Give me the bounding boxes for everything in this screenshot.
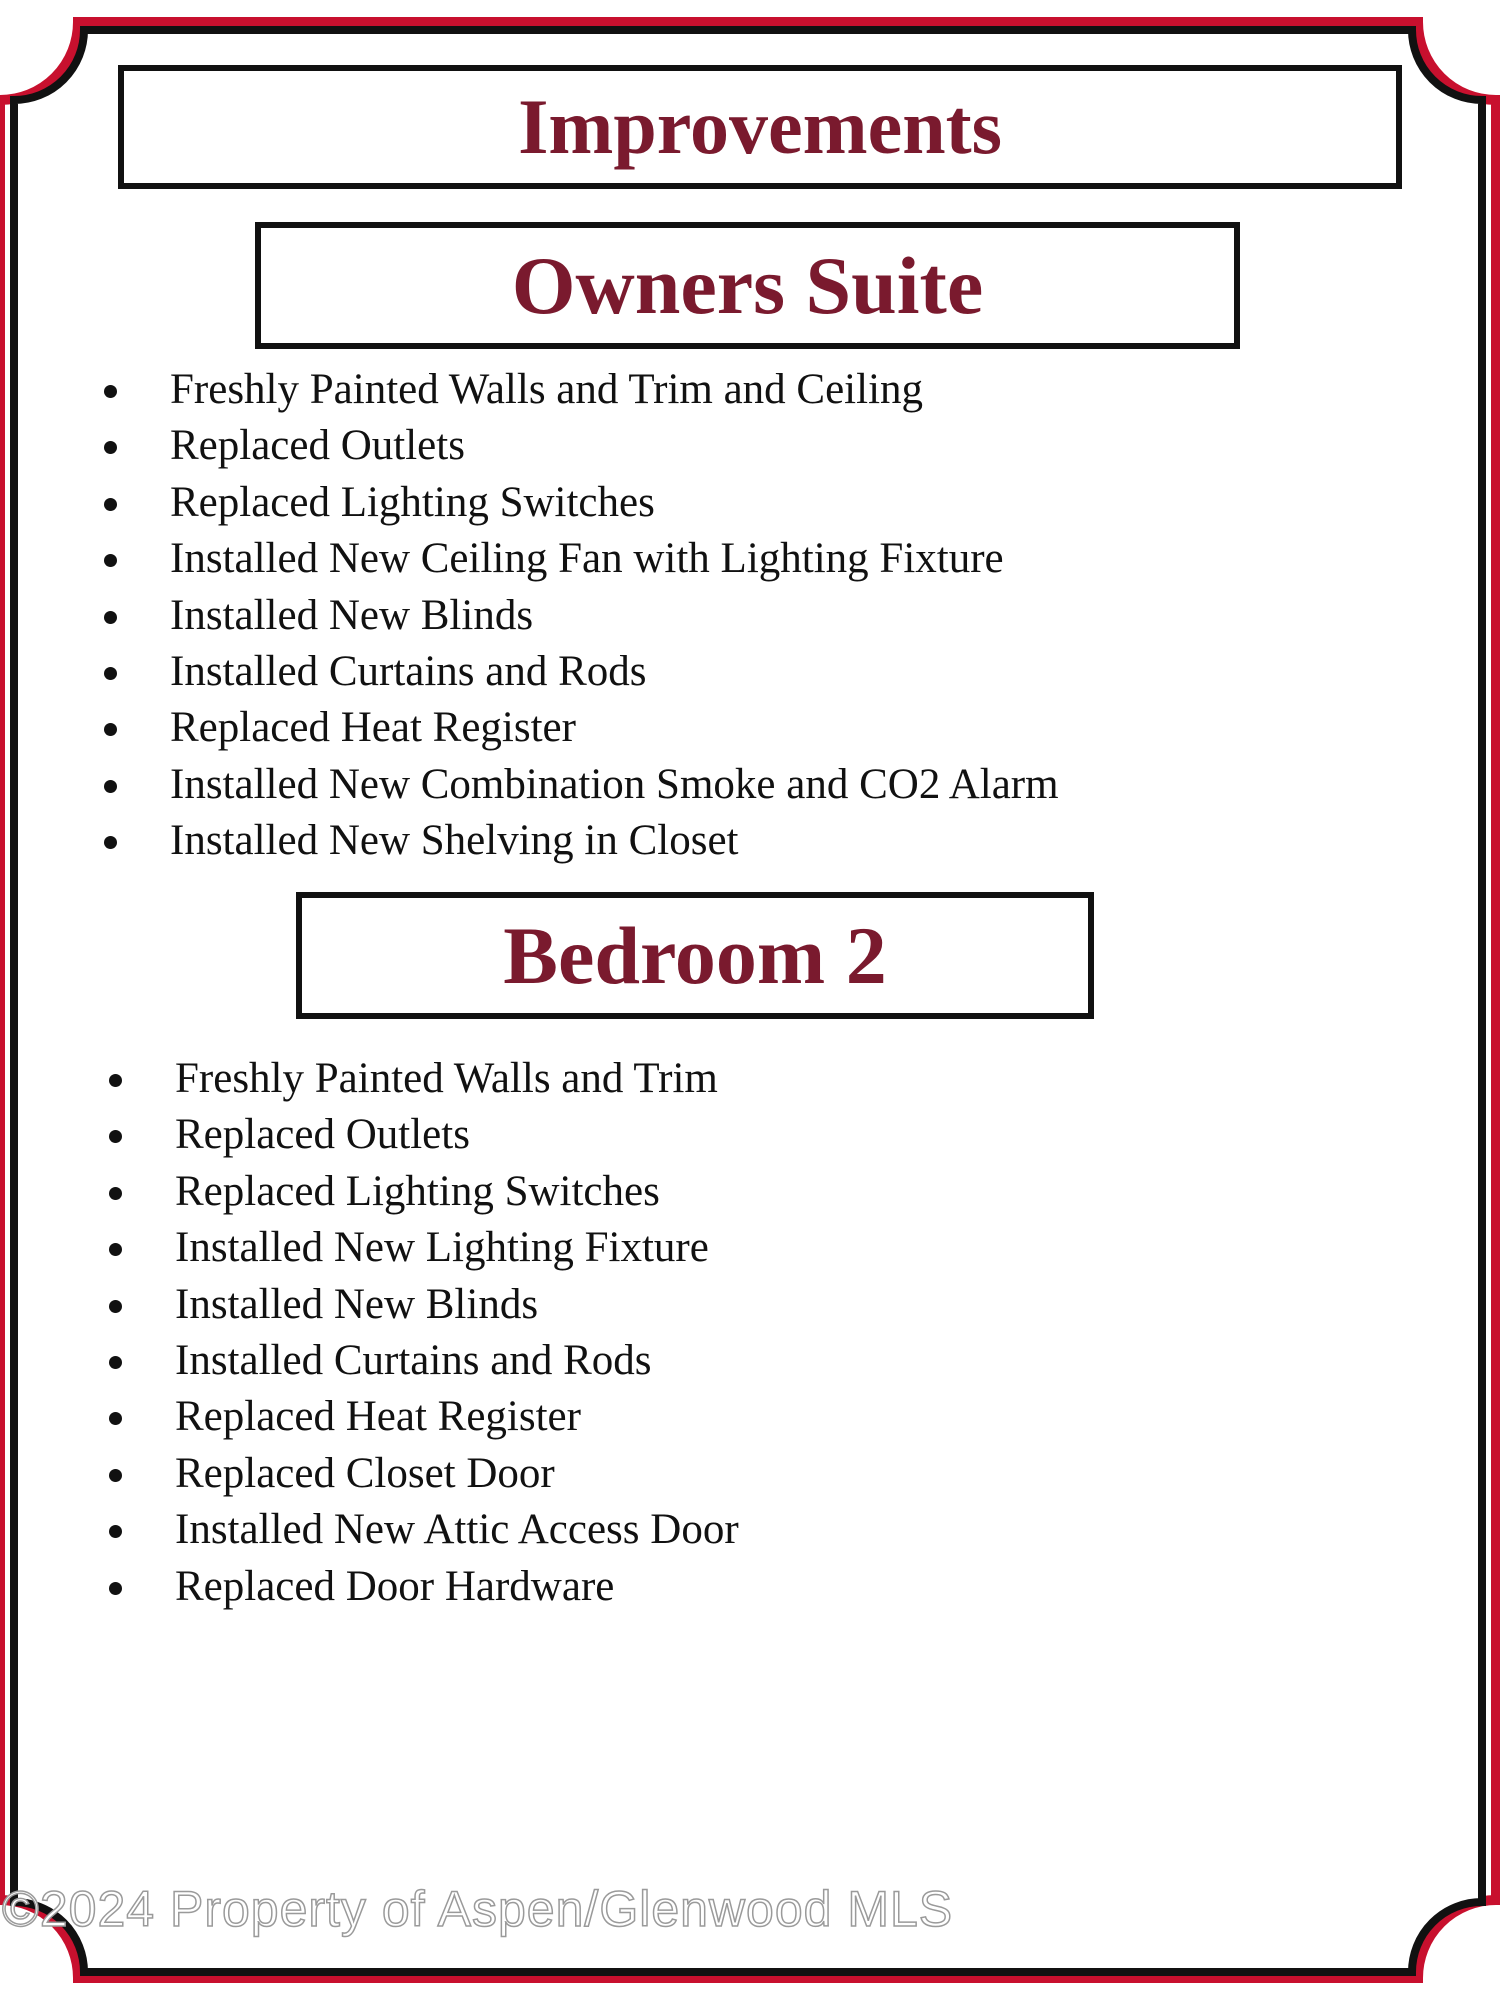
- bullet-icon: [109, 1356, 122, 1369]
- list-item: [109, 1389, 1309, 1445]
- list-item-text: Replaced Heat Register: [175, 1393, 581, 1441]
- bedroom-2-heading: Bedroom 2: [503, 909, 887, 1001]
- list-item-text: Replaced Heat Register: [170, 704, 576, 752]
- list-item: [104, 813, 1304, 869]
- list-item: [104, 531, 1304, 587]
- list-item-text: Installed Curtains and Rods: [175, 1336, 652, 1384]
- list-item-text: Replaced Outlets: [175, 1111, 470, 1159]
- list-item: [104, 588, 1304, 644]
- bullet-icon: [104, 498, 117, 511]
- bullet-icon: [104, 441, 117, 454]
- list-item: [104, 362, 1304, 418]
- list-item-text: Installed New Combination Smoke and CO2 Alarm: [170, 760, 1059, 808]
- list-item: [104, 757, 1304, 813]
- list-item: [109, 1107, 1309, 1163]
- bullet-icon: [109, 1130, 122, 1143]
- list-item: [104, 475, 1304, 531]
- bullet-icon: [104, 836, 117, 849]
- list-item-text: Freshly Painted Walls and Trim: [175, 1055, 718, 1102]
- list-item-text: Installed New Blinds: [170, 591, 534, 639]
- list-item: [109, 1164, 1309, 1220]
- owners-suite-heading: Owners Suite: [511, 239, 984, 331]
- list-item: [104, 418, 1304, 474]
- bullet-icon: [109, 1187, 122, 1200]
- list-item: [109, 1446, 1309, 1502]
- list-item: [109, 1333, 1309, 1389]
- bedroom-2-heading-box: [296, 892, 1094, 1019]
- list-item-text: Installed Curtains and Rods: [170, 647, 647, 695]
- main-title-box: [118, 65, 1402, 189]
- bullet-icon: [109, 1243, 122, 1256]
- list-item: [109, 1277, 1309, 1333]
- owners-suite-list: [104, 362, 1304, 870]
- list-item-text: Replaced Closet Door: [175, 1449, 555, 1497]
- bullet-icon: [104, 554, 117, 567]
- owners-suite-heading-box: [255, 222, 1240, 349]
- watermark: ©2024 Property of Aspen/Glenwood MLS: [2, 1881, 954, 1937]
- list-item-text: Replaced Lighting Switches: [170, 478, 655, 526]
- bullet-icon: [109, 1074, 122, 1087]
- bullet-icon: [104, 667, 117, 680]
- list-item: [109, 1220, 1309, 1276]
- page-title: Improvements: [518, 83, 1002, 170]
- list-item: [104, 700, 1304, 756]
- list-item-text: Installed New Blinds: [175, 1280, 539, 1328]
- bullet-icon: [104, 723, 117, 736]
- list-item-text: Installed New Lighting Fixture: [175, 1224, 709, 1272]
- bullet-icon: [104, 385, 117, 398]
- list-item-text: Replaced Door Hardware: [175, 1562, 615, 1610]
- list-item: [109, 1559, 1309, 1615]
- list-item-text: Installed New Ceiling Fan with Lighting Fixture: [170, 535, 1004, 583]
- bedroom-2-list: [109, 1051, 1309, 1615]
- list-item: [109, 1051, 1309, 1107]
- bullet-icon: [109, 1582, 122, 1595]
- bullet-icon: [109, 1469, 122, 1482]
- bullet-icon: [109, 1300, 122, 1313]
- list-item-text: Freshly Painted Walls and Trim and Ceiling: [170, 366, 924, 413]
- list-item-text: Replaced Outlets: [170, 422, 465, 470]
- bullet-icon: [109, 1525, 122, 1538]
- list-item-text: Installed New Attic Access Door: [175, 1506, 739, 1554]
- bullet-icon: [109, 1412, 122, 1425]
- list-item: [109, 1502, 1309, 1558]
- list-item: [104, 644, 1304, 700]
- list-item-text: Replaced Lighting Switches: [175, 1167, 660, 1215]
- list-item-text: Installed New Shelving in Closet: [170, 817, 739, 865]
- bullet-icon: [104, 780, 117, 793]
- bullet-icon: [104, 611, 117, 624]
